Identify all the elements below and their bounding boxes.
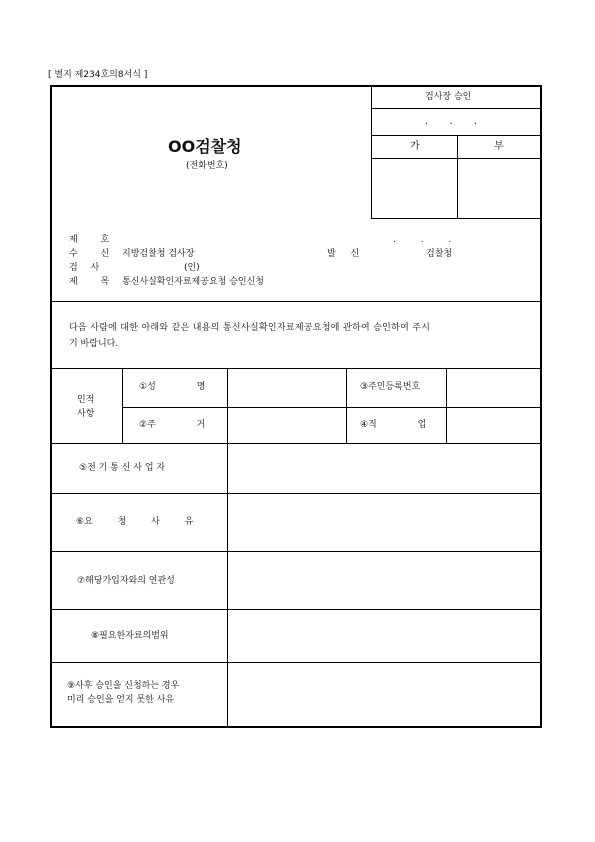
doc-number-label: 제 호 — [69, 235, 110, 245]
subject-value: 통신사실확인자료제공요청 승인신청 — [122, 277, 264, 287]
late-approval-label-2: 미리 승인을 얻지 못한 사유 — [67, 695, 175, 705]
approval-divider-1 — [371, 108, 541, 109]
prosecutor-label: 검 사 — [69, 263, 100, 273]
recipient-value: 지방검찰청 검사장 — [122, 249, 195, 259]
divider-personal-label — [122, 368, 123, 443]
divider-personal-c4 — [446, 368, 447, 443]
doc-date: . . . — [393, 235, 452, 245]
approval-label: 검사장 승인 — [425, 92, 472, 102]
sender-value: 검찰청 — [426, 249, 453, 259]
personal-group-label-1: 인적 — [77, 395, 95, 405]
personal-group-label-2: 사항 — [77, 409, 95, 419]
resident-number-label: ③주민등록번호 — [360, 382, 421, 392]
page-title: OO검찰청 — [168, 137, 242, 156]
divider-meta-bottom — [51, 301, 541, 302]
late-approval-label-1: ⑨사후 승인을 신청하는 경우 — [67, 681, 180, 691]
seal-mark: (인) — [184, 263, 200, 273]
approval-col-bu: 부 — [494, 141, 504, 152]
divider-main-column — [227, 368, 228, 726]
telecom-provider-label: ⑤전 기 통 신 사 업 자 — [79, 463, 166, 473]
divider-personal-mid — [122, 407, 541, 408]
form-code: [ 별지 제234호의8서식 ] — [48, 70, 148, 80]
occupation-label: ④직 업 — [360, 420, 427, 430]
subscriber-relation-label: ⑦해당가입자와의 연관성 — [77, 576, 175, 586]
approval-col-ga: 가 — [410, 141, 420, 152]
request-text-line1: 다음 사람에 대한 아래와 같은 내용의 통신사실확인자료제공요청에 관하여 승인하여 주시 — [69, 323, 431, 333]
approval-divider-3 — [371, 158, 541, 159]
approval-box — [371, 87, 541, 219]
name-label: ①성 명 — [139, 382, 206, 392]
divider-personal-c3 — [346, 368, 347, 443]
data-scope-label: ⑧필요한자료의범위 — [91, 631, 169, 641]
divider-request-bottom — [51, 368, 541, 369]
request-reason-label: ⑥요 청 사 유 — [76, 517, 194, 527]
sender-label: 발 신 — [327, 249, 360, 259]
phone-number-label: (전화번호) — [186, 161, 228, 171]
subject-label: 제 목 — [69, 277, 110, 287]
approval-divider-v — [457, 135, 458, 218]
recipient-label: 수 신 — [69, 249, 110, 259]
divider-scope-bottom — [51, 662, 541, 663]
address-label: ②주 거 — [139, 420, 206, 430]
divider-relation-bottom — [51, 609, 541, 610]
approval-date: . . . — [425, 116, 477, 127]
divider-reason-bottom — [51, 551, 541, 552]
approval-divider-2 — [371, 135, 541, 136]
divider-telecom-bottom — [51, 493, 541, 494]
request-text-line2: 기 바랍니다. — [69, 339, 119, 349]
divider-personal-bottom — [51, 443, 541, 444]
